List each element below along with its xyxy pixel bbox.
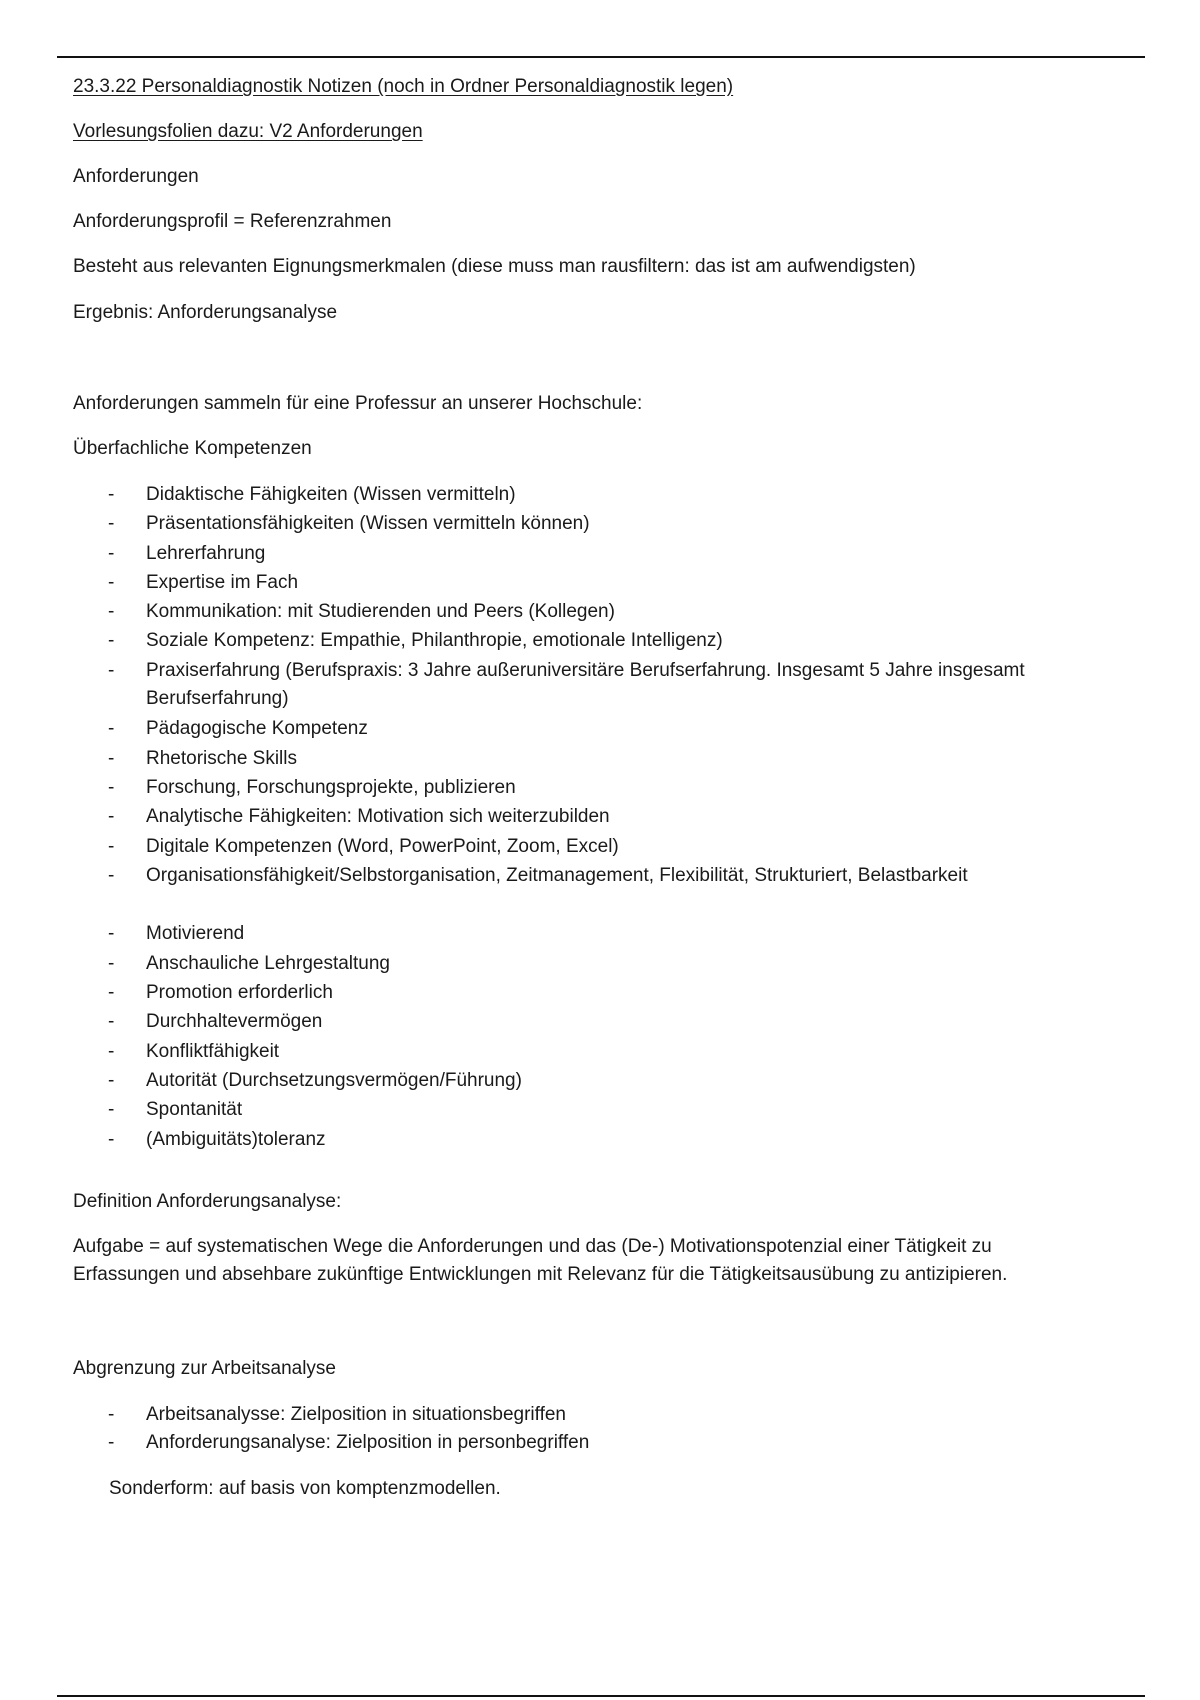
kompetenz-item: [73, 569, 1133, 598]
bullet-dash: -: [108, 747, 115, 769]
kompetenz-item-text: Soziale Kompetenz: Empathie, Philanthropie, emotionale Intelligenz): [146, 630, 723, 652]
bullet-dash: -: [108, 864, 115, 886]
abgrenzung-item-text: Anforderungsanalyse: Zielposition in personbegriffen: [146, 1432, 590, 1453]
bullet-dash: -: [108, 806, 115, 828]
kompetenz-item-text: Digitale Kompetenzen (Word, PowerPoint, Zoom, Excel): [146, 835, 619, 857]
sammeln-line: Anforderungen sammeln für eine Professur an unserer Hochschule:: [73, 393, 643, 414]
bullet-dash: -: [108, 1432, 115, 1453]
bullet-dash: -: [108, 484, 115, 505]
kompetenz-item: [73, 481, 1133, 510]
kompetenz-item: [73, 598, 1133, 627]
sonderform-line: Sonderform: auf basis von komptenzmodellen.: [109, 1478, 501, 1499]
bullet-dash: -: [108, 1099, 115, 1121]
kompetenz-item-text: Didaktische Fähigkeiten (Wissen vermitteln): [146, 484, 516, 505]
bullet-dash: -: [108, 1040, 115, 1062]
bullet-dash: -: [108, 776, 115, 798]
heading-anforderungen: Anforderungen: [73, 166, 199, 187]
definition-heading: Definition Anforderungsanalyse:: [73, 1191, 342, 1212]
kompetenz-item-text: Forschung, Forschungsprojekte, publizieren: [146, 776, 516, 798]
kompetenz-item: [73, 950, 1133, 979]
bullet-dash: -: [108, 630, 115, 652]
bullet-dash: -: [108, 542, 115, 564]
document-title-line: 23.3.22 Personaldiagnostik Notizen (noch in Ordner Personaldiagnostik legen): [73, 76, 734, 97]
ergebnis-line: Ergebnis: Anforderungsanalyse: [73, 302, 338, 323]
kompetenz-item: [73, 510, 1133, 539]
kompetenz-item-text: Promotion erforderlich: [146, 982, 333, 1004]
kompetenz-item: [73, 1126, 1133, 1155]
kompetenz-item: [73, 1008, 1133, 1037]
kompetenz-item: [73, 657, 1133, 716]
kompetenz-item-text: Analytische Fähigkeiten: Motivation sich weiterzubilden: [146, 806, 610, 828]
kompetenz-item: [73, 1038, 1133, 1067]
ueberfachlich-heading: Überfachliche Kompetenzen: [73, 438, 312, 459]
bottom-rule: [57, 1695, 1145, 1697]
kompetenz-item-text: Organisationsfähigkeit/Selbstorganisation, Zeitmanagement, Flexibilität, Strukturiert, Belastbarkeit: [146, 864, 968, 886]
bullet-dash: -: [108, 1404, 115, 1425]
kompetenz-item-text: Präsentationsfähigkeiten (Wissen vermitteln können): [146, 513, 590, 535]
bullet-dash: -: [108, 1011, 115, 1033]
kompetenz-item: [73, 540, 1133, 569]
kompetenz-item: [73, 979, 1133, 1008]
kompetenz-item-text: Rhetorische Skills: [146, 747, 297, 769]
bullet-dash: -: [108, 835, 115, 857]
abgrenzung-heading: Abgrenzung zur Arbeitsanalyse: [73, 1358, 336, 1379]
top-rule: [57, 56, 1145, 58]
kompetenz-item: [73, 833, 1133, 862]
kompetenz-item-text: Konfliktfähigkeit: [146, 1040, 280, 1062]
abgrenzung-item-text: Arbeitsanalysse: Zielposition in situationsbegriffen: [146, 1404, 566, 1425]
bullet-dash: -: [108, 718, 115, 740]
kompetenz-item: [73, 715, 1133, 744]
kompetenz-item: [73, 745, 1133, 774]
kompetenz-item: [73, 627, 1133, 656]
kompetenz-item-text: Autorität (Durchsetzungsvermögen/Führung): [146, 1069, 522, 1091]
bullet-dash: -: [108, 923, 115, 945]
kompetenz-item-text: Praxiserfahrung (Berufspraxis: 3 Jahre außeruniversitäre Berufserfahrung. Insgesamt 5 Jahre insgesamt Berufserfahrung): [146, 659, 1025, 709]
kompetenz-item-text: Lehrerfahrung: [146, 542, 266, 564]
abgrenzung-item: [73, 1429, 1133, 1457]
aufgabe-paragraph: Aufgabe = auf systematischen Wege die Anforderungen und das (De-) Motivationspotenzial einer Tätigkeit zu Erfassungen und absehbare zukünftige Entwicklungen mit Relevanz für die Tätigkeitsausübung zu antizipieren.: [73, 1236, 1008, 1285]
bullet-dash: -: [108, 982, 115, 1004]
kompetenz-item-text: Motivierend: [146, 923, 245, 945]
kompetenz-item: [73, 1067, 1133, 1096]
kompetenz-item: [73, 862, 1133, 921]
bullet-dash: -: [108, 513, 115, 535]
bullet-dash: -: [108, 571, 115, 593]
abgrenzung-list: [73, 1401, 1133, 1457]
bullet-dash: -: [108, 952, 115, 974]
kompetenz-item: [73, 1096, 1133, 1125]
besteht-line: Besteht aus relevanten Eignungsmerkmalen (diese muss man rausfiltern: das ist am aufwendigsten): [73, 256, 916, 277]
kompetenz-item-text: (Ambiguitäts)toleranz: [146, 1128, 326, 1150]
kompetenz-item-text: Kommunikation: mit Studierenden und Peers (Kollegen): [146, 601, 615, 623]
abgrenzung-item: [73, 1401, 1133, 1429]
kompetenzen-list: [73, 481, 1133, 1155]
slides-reference-line: Vorlesungsfolien dazu: V2 Anforderungen: [73, 121, 423, 142]
kompetenz-item-text: Pädagogische Kompetenz: [146, 718, 368, 740]
kompetenz-item-text: Durchhaltevermögen: [146, 1011, 323, 1033]
kompetenz-item-text: Anschauliche Lehrgestaltung: [146, 952, 391, 974]
bullet-dash: -: [108, 1069, 115, 1091]
kompetenz-item: [73, 803, 1133, 832]
profil-line: Anforderungsprofil = Referenzrahmen: [73, 211, 392, 232]
bullet-dash: -: [108, 601, 115, 623]
kompetenz-item-text: Spontanität: [146, 1099, 243, 1121]
bullet-dash: -: [108, 659, 115, 681]
kompetenz-item-text: Expertise im Fach: [146, 571, 299, 593]
kompetenz-item: [73, 774, 1133, 803]
kompetenz-item: [73, 920, 1133, 949]
bullet-dash: -: [108, 1128, 115, 1150]
